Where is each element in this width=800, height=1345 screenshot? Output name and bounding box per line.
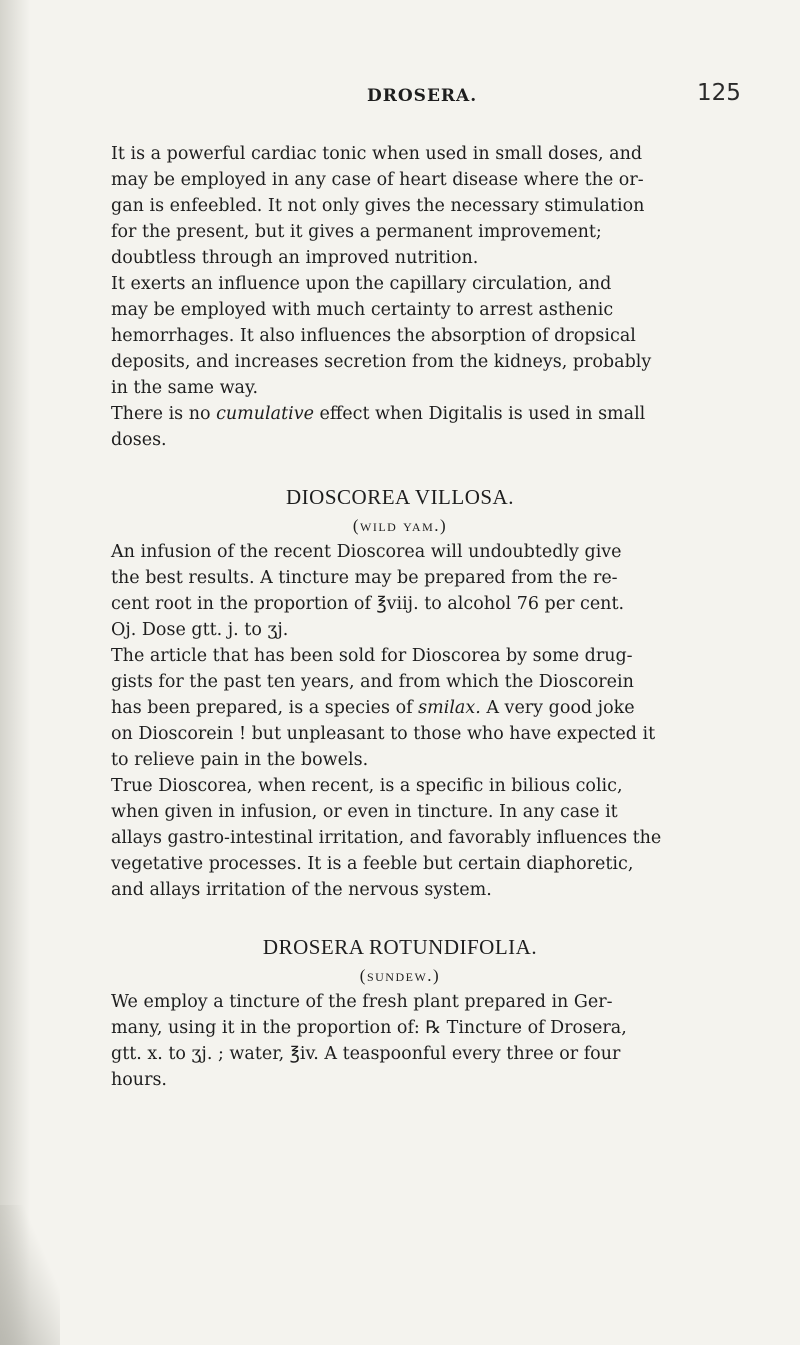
page-corner-shadow <box>0 1205 60 1345</box>
text-line: hours. <box>111 1070 167 1090</box>
text-span: has been prepared, is a species of <box>111 698 419 718</box>
text-line: An infusion of the recent Dioscorea will undoubtedly give <box>111 542 622 562</box>
text-line: and allays irritation of the nervous system. <box>111 880 492 900</box>
text-line: It exerts an influence upon the capillary circulation, and <box>111 274 612 294</box>
italic-word: smilax. <box>418 698 481 718</box>
text-line: doses. <box>111 430 167 450</box>
text-line: True Dioscorea, when recent, is a specific in bilious colic, <box>111 776 623 796</box>
page-number: 125 <box>697 80 741 106</box>
text-line: the best results. A tincture may be prepared from the re- <box>111 568 618 588</box>
section-heading: DIOSCOREA VILLOSA. <box>286 485 514 509</box>
text-line: doubtless through an improved nutrition. <box>111 248 479 268</box>
text-line: gists for the past ten years, and from which the Dioscorein <box>111 672 634 692</box>
text-line: may be employed in any case of heart disease where the or- <box>111 170 644 190</box>
section-heading: DROSERA ROTUNDIFOLIA. <box>262 935 538 959</box>
text-line: gtt. x. to ʒj. ; water, ℥iv. A teaspoonful every three or four <box>111 1044 621 1064</box>
text-line: to relieve pain in the bowels. <box>111 750 369 770</box>
text-span: A very good joke <box>480 698 635 718</box>
section-subheading: (sundew.) <box>359 966 441 985</box>
text-line: vegetative processes. It is a feeble but certain diaphoretic, <box>111 854 634 874</box>
text-line: cent root in the proportion of ℥viij. to alcohol 76 per cent. <box>111 594 625 614</box>
text-line: We employ a tincture of the fresh plant prepared in Ger- <box>111 992 613 1012</box>
text-line: deposits, and increases secretion from the kidneys, probably <box>111 352 652 372</box>
text-line: many, using it in the proportion of: ℞ Tincture of Drosera, <box>111 1018 627 1038</box>
text-line: allays gastro-intestinal irritation, and favorably influences the <box>111 828 662 848</box>
text-line: hemorrhages. It also influences the absorption of dropsical <box>111 326 636 346</box>
text-line: for the present, but it gives a permanent improvement; <box>111 222 602 242</box>
text-line: It is a powerful cardiac tonic when used in small doses, and <box>111 144 643 164</box>
text-line: Oj. Dose gtt. j. to ʒj. <box>111 620 289 640</box>
text-line: when given in infusion, or even in tincture. In any case it <box>111 802 618 822</box>
text-span: There is no <box>111 404 217 424</box>
text-line: The article that has been sold for Dioscorea by some drug- <box>111 646 633 666</box>
text-line: may be employed with much certainty to arrest asthenic <box>111 300 614 320</box>
text-line <box>111 406 645 424</box>
text-line <box>111 700 635 718</box>
italic-word: cumulative <box>216 404 314 424</box>
page-edge-shadow <box>0 0 30 1345</box>
text-line: on Dioscorein ! but unpleasant to those who have expected it <box>111 724 656 744</box>
text-line: gan is enfeebled. It not only gives the necessary stimulation <box>111 196 645 216</box>
running-head: DROSERA. <box>367 86 478 106</box>
text-span: effect when Digitalis is used in small <box>313 404 646 424</box>
text-line: in the same way. <box>111 378 259 398</box>
section-subheading: (wild yam.) <box>352 516 448 535</box>
